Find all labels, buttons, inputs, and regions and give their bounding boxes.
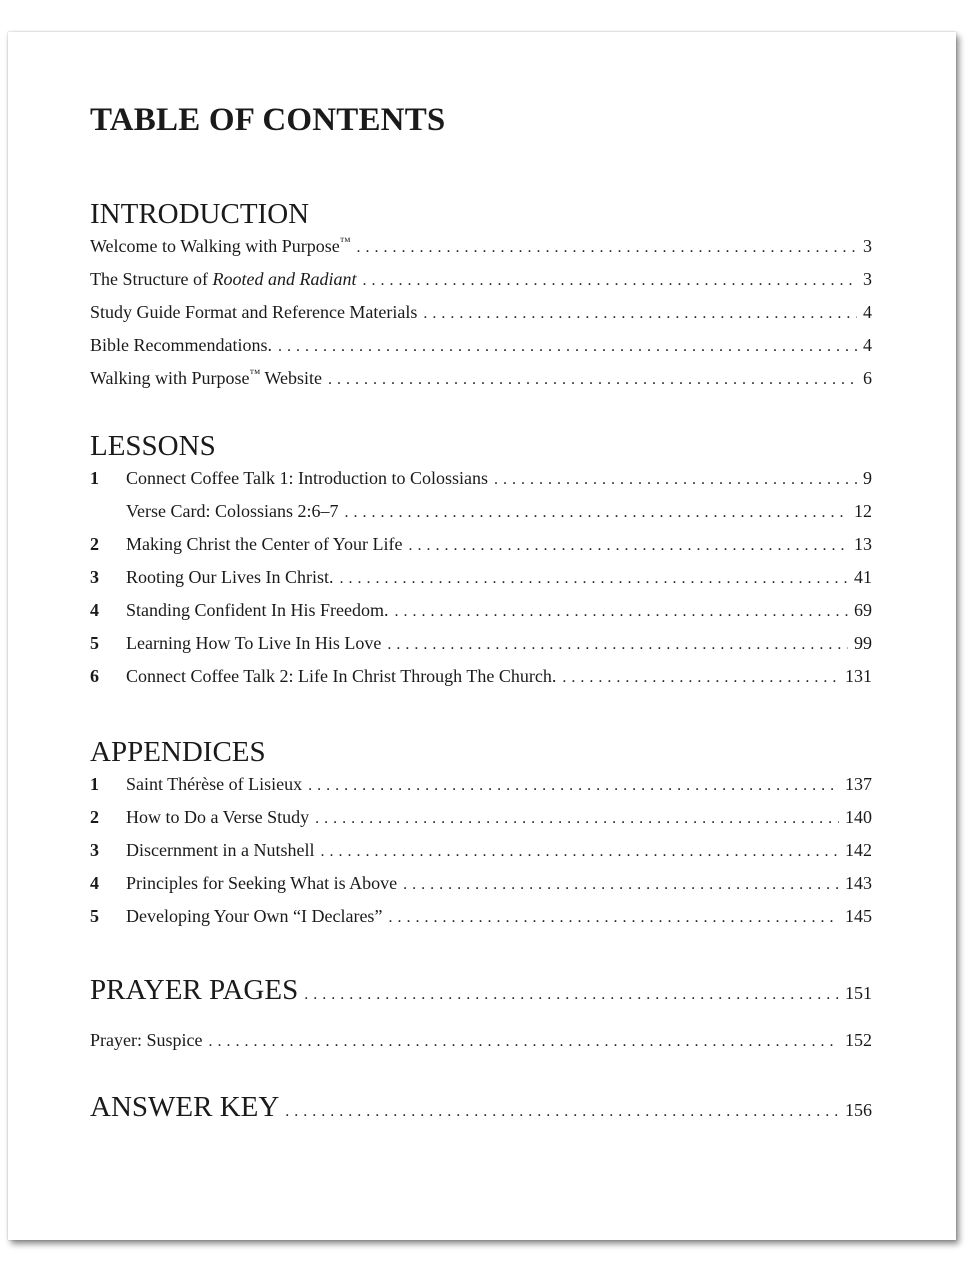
section-prayer-pages: [90, 973, 872, 1063]
dot-leader: [304, 978, 839, 1012]
toc-entry[interactable]: [90, 302, 872, 335]
entry-page-number: 151: [845, 983, 872, 1003]
entry-number: 3: [90, 840, 99, 860]
toc-entry[interactable]: [90, 1090, 872, 1129]
entry-number: 1: [90, 468, 99, 488]
entry-label: Study Guide Format and Reference Materials: [90, 302, 418, 322]
toc-entry[interactable]: [90, 468, 872, 501]
entry-number: 6: [90, 666, 99, 686]
page-title: TABLE OF CONTENTS: [90, 102, 446, 138]
entry-page-number: 142: [845, 840, 872, 860]
dot-leader: [344, 503, 848, 523]
toc-entry[interactable]: [90, 973, 872, 1012]
section-answer-key: [90, 1090, 872, 1129]
section-heading: APPENDICES: [90, 736, 266, 768]
entry-label: Making Christ the Center of Your Life: [126, 534, 403, 554]
entry-label: Welcome to Walking with Purpose™: [90, 236, 351, 256]
entry-number: 3: [90, 567, 99, 587]
entry-page-number: 9: [863, 468, 872, 488]
entry-page-number: 143: [845, 873, 872, 893]
entry-page-number: 137: [845, 774, 872, 794]
dot-leader: [285, 1095, 839, 1129]
entry-number: 2: [90, 534, 99, 554]
entry-label: Prayer: Suspice: [90, 1030, 203, 1050]
dot-leader: [387, 635, 848, 655]
toc-entry[interactable]: [90, 335, 872, 368]
toc-entry[interactable]: [90, 534, 872, 567]
entry-page-number: 12: [854, 501, 872, 521]
toc-entry[interactable]: [90, 269, 872, 302]
entry-label: Bible Recommendations.: [90, 335, 272, 355]
entry-number: 5: [90, 633, 99, 653]
toc-entry[interactable]: [90, 1030, 872, 1063]
toc-entry[interactable]: [90, 807, 872, 840]
dot-leader: [208, 1032, 839, 1052]
dot-leader: [423, 304, 857, 324]
dot-leader: [562, 668, 839, 688]
entry-number: 1: [90, 774, 99, 794]
entry-label: Walking with Purpose™ Website: [90, 368, 323, 388]
dot-leader: [315, 809, 839, 829]
entry-page-number: 13: [854, 534, 872, 554]
toc-entry[interactable]: [90, 666, 872, 699]
entry-number: 4: [90, 873, 99, 893]
toc-entry[interactable]: [90, 600, 872, 633]
dot-leader: [340, 569, 849, 589]
dot-leader: [278, 337, 857, 357]
dot-leader: [388, 908, 839, 928]
entry-page-number: 6: [863, 368, 872, 388]
section-introduction: [90, 197, 872, 401]
entry-label: Verse Card: Colossians 2:6–7: [126, 501, 339, 521]
entry-number: 2: [90, 807, 99, 827]
toc-entry[interactable]: [90, 236, 872, 269]
toc-entry[interactable]: [90, 840, 872, 873]
entry-page-number: 140: [845, 807, 872, 827]
entry-page-number: 4: [863, 335, 872, 355]
toc-entry[interactable]: [90, 368, 872, 401]
entry-page-number: 99: [854, 633, 872, 653]
entry-page-number: 156: [845, 1100, 872, 1120]
dot-leader: [320, 842, 839, 862]
toc-entry[interactable]: [90, 567, 872, 600]
dot-leader: [308, 776, 839, 796]
toc-entry[interactable]: [90, 633, 872, 666]
dot-leader: [357, 238, 857, 258]
dot-leader: [394, 602, 848, 622]
entry-page-number: 131: [845, 666, 872, 686]
document-page: [8, 32, 956, 1240]
dot-leader: [362, 271, 857, 291]
dot-leader: [408, 536, 848, 556]
entry-number: 4: [90, 600, 99, 620]
dot-leader: [494, 470, 857, 490]
dot-leader: [328, 370, 857, 390]
entry-label: Principles for Seeking What is Above: [126, 873, 398, 893]
section-heading: INTRODUCTION: [90, 198, 310, 230]
entry-label: Learning How To Live In His Love: [126, 633, 382, 653]
section-lessons: [90, 429, 872, 699]
section-heading: PRAYER PAGES: [90, 974, 299, 1006]
toc-entry[interactable]: [90, 501, 872, 534]
entry-label: Rooting Our Lives In Christ.: [126, 567, 334, 587]
entry-page-number: 4: [863, 302, 872, 322]
toc-entry[interactable]: [90, 774, 872, 807]
entry-page-number: 3: [863, 236, 872, 256]
toc-entry[interactable]: [90, 906, 872, 939]
entry-page-number: 145: [845, 906, 872, 926]
entry-number: 5: [90, 906, 99, 926]
entry-page-number: 152: [845, 1030, 872, 1050]
entry-label: Developing Your Own “I Declares”: [126, 906, 383, 926]
entry-page-number: 41: [854, 567, 872, 587]
dot-leader: [403, 875, 839, 895]
toc-entry[interactable]: [90, 873, 872, 906]
entry-page-number: 3: [863, 269, 872, 289]
entry-label: Discernment in a Nutshell: [126, 840, 315, 860]
entry-label: How to Do a Verse Study: [126, 807, 310, 827]
entry-label: The Structure of Rooted and Radiant: [90, 269, 357, 289]
section-appendices: [90, 735, 872, 939]
section-heading: ANSWER KEY: [90, 1091, 280, 1123]
entry-label: Standing Confident In His Freedom.: [126, 600, 389, 620]
entry-label: Connect Coffee Talk 1: Introduction to Colossians: [126, 468, 489, 488]
section-heading: LESSONS: [90, 430, 216, 462]
entry-label: Saint Thérèse of Lisieux: [126, 774, 303, 794]
entry-page-number: 69: [854, 600, 872, 620]
entry-label: Connect Coffee Talk 2: Life In Christ Through The Church.: [126, 666, 557, 686]
